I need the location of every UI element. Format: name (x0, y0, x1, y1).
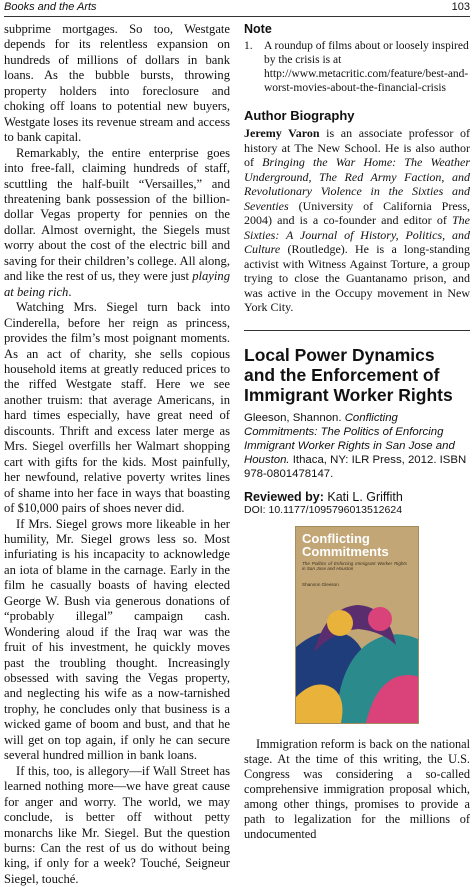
paragraph: Watching Mrs. Siegel turn back into Cinderella, before her reign as princess, provides the film’s most poignant moments. As an act of charity, she sells copious household items at greatly reduced prices to the riffed Westgate staff. Here we see another truism: that average Americans, in hard times especially, have great need of discounts. Thrift and excess later merge as Mrs. Siegel overfills her Walmart shopping cart with gifts for the kids. Most painfully, her newfound, relative poverty writes lines of shame into her face in ways that boasting of $10,000 pairs of shoes never did. (4, 300, 230, 516)
paragraph: Immigration reform is back on the national stage. At the time of this writing, the U.S. Congress was considering a so-called comprehensive immigration proposal which, among other things, promises to provide a path to legalization for the millions of undocumented (244, 736, 470, 841)
cover-author: Shannon Gleeson (302, 581, 339, 587)
review-title: Local Power Dynamics and the Enforcement of Immigrant Worker Rights (244, 344, 453, 405)
paragraph: subprime mortgages. So too, Westgate depends for its relentless expansion on hundreds of millions of dollars in bank loans. As the bubble bursts, throwing property holders into foreclosure and choking off loans to potential new buyers, Westgate loses its revenue stream and access to bank capital. (4, 22, 230, 145)
citation-book-title: Conflicting Commitments: The Politics of Enforcing Immigrant Worker Rights in San Jose and Houston. (244, 411, 455, 466)
note-item (244, 39, 470, 95)
left-column (4, 22, 230, 887)
cover-title: Conflicting Commitments (302, 530, 389, 559)
note-number: 1. (244, 39, 253, 52)
author-name: Jeremy Varon (244, 126, 320, 140)
paragraph: Remarkably, the entire enterprise goes into free-fall, claiming hundreds of staff, scuttling the half-built “Versailles,” and threatening bank possession of the billion-dollar Vegas property for pennies on the dollar. Almost overnight, the Siegels must worry about the cost of the electric bill and saving for their children’s college. All along, and like the rest of us, they were just playing at being rich. (4, 145, 230, 299)
cover-subtitle: The Politics of Enforcing Immigrant Worker Rights in San Jose and Houston (302, 560, 407, 572)
doi: DOI: 10.1177/1095796013512624 (244, 503, 403, 516)
cover-face-shape (327, 610, 353, 636)
section-divider (244, 330, 470, 331)
review-body (244, 737, 470, 842)
author-bio: Jeremy Varon is an associate professor of history at The New School. He is also author of Bringing the War Home: The Weather Underground, The Red Army Faction, and Revolutionary Violence in the Sixties and Seventies (University of California Press, 2004) and is a co-founder and editor of The Sixties: A Journal of History, Politics, and Culture (Routledge). He is a long-standing activist with Witness Against Torture, a group trying to close the Guantanamo prison, and was active in the Occupy movement in New York City. (244, 126, 471, 314)
paragraph: If this, too, is allegory—if Wall Street has learned nothing more—we have great cause for anger and worry. The world, we may conclude, is better off without petty monarchs like Mr. Siegel. But the question burns: Can the rest of us do without being king, if only for a week? Touché, Seigneur Siegel, touché. (4, 763, 230, 886)
page-number: 103 (451, 1, 470, 13)
journal-title: The Sixties: A Journal of History, Politics, and Culture (244, 213, 470, 256)
running-title: Books and the Arts (4, 1, 97, 13)
note-text: A roundup of films about or loosely inspired by the crisis is at http://www.metacritic.com/feature/best-and-worst-movies-about-the-financial-crisis (264, 39, 469, 94)
paragraph: If Mrs. Siegel grows more likeable in her humility, Mr. Siegel grows less so. Most infuriating is his incapacity to acknowledge an iota of blame in the carnage. Early in the film he casually boasts of having elected George W. Bush via generous donations of “probably illegal” campaign cash. Wondering aloud if the Iraq war was the fruit of his investment, he quickly moves past the troubling thought. Increasingly obsessed with saving the Vegas property, and neglecting his wife as a now-tarnished trophy, he concludes only that business is a wicked game of boom and bust, and that he will get on top again, if only he can secure several hundred million in bank loans. (4, 516, 230, 763)
reviewed-by: Reviewed by: Kati L. Griffith (244, 489, 403, 504)
running-head (4, 0, 470, 17)
italic-phrase: playing at being rich (4, 269, 230, 299)
book-title: Bringing the War Home: The Weather Underground, The Red Army Faction, and Revolutionary Violence in the Sixties and Seventies (244, 155, 470, 213)
review-citation: Gleeson, Shannon. Conflicting Commitments: The Politics of Enforcing Immigrant Worker Rights in San Jose and Houston. Ithaca, NY: ILR Press, 2012. ISBN 978-0801478147. (244, 411, 467, 480)
book-cover (296, 527, 418, 723)
author-bio-heading: Author Biography (244, 107, 355, 123)
reviewer-name: Kati L. Griffith (323, 489, 403, 504)
right-column (244, 22, 470, 842)
cover-face-shape (368, 607, 392, 631)
note-heading: Note (244, 22, 272, 36)
